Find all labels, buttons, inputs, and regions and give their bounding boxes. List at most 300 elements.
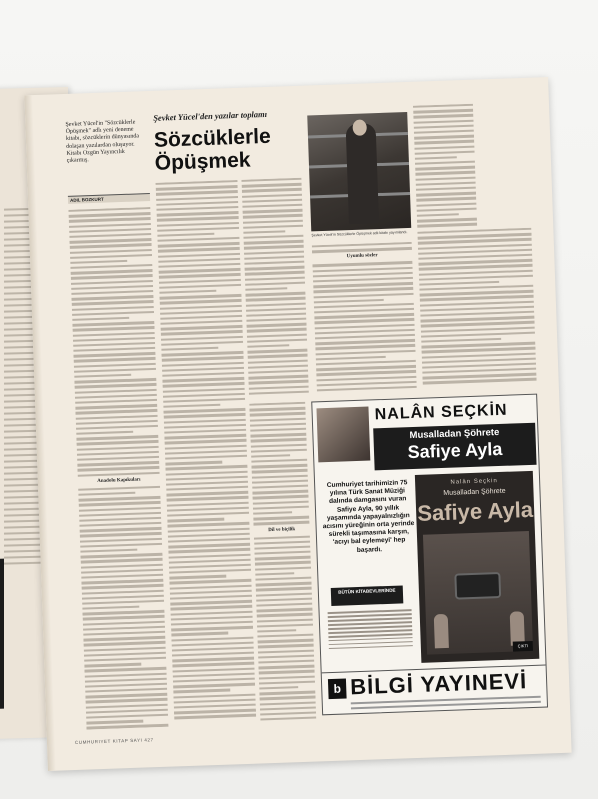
text-line: [81, 569, 163, 574]
text-line: [419, 281, 499, 286]
text-line: [421, 338, 501, 343]
text-line: [78, 486, 160, 491]
text-line: [173, 683, 255, 688]
text-line: [156, 201, 238, 206]
text-line: [417, 218, 477, 222]
text-line: [416, 197, 476, 201]
text-line: [82, 610, 164, 615]
text-line: [416, 202, 476, 206]
text-line: [159, 278, 241, 283]
text-line: [173, 672, 255, 677]
text-line: [165, 461, 222, 465]
text-line: [69, 228, 151, 233]
text-line: [246, 318, 306, 322]
text-line: [158, 263, 240, 268]
text-line: [257, 618, 313, 622]
text-line: [257, 613, 313, 617]
article-column-3b: [249, 402, 316, 724]
text-line: [79, 522, 161, 527]
text-line: [75, 409, 157, 414]
text-line: [258, 644, 314, 648]
text-line: [254, 546, 310, 550]
text-line: [76, 435, 158, 440]
text-line: [81, 563, 163, 568]
text-line: [83, 620, 165, 625]
text-line: [70, 243, 152, 248]
text-line: [166, 475, 248, 480]
text-line: [243, 209, 303, 213]
text-line: [169, 579, 251, 584]
text-line: [160, 320, 242, 325]
text-line: [162, 377, 244, 382]
text-line: [254, 540, 310, 544]
text-line: [166, 481, 248, 486]
text-line: [80, 532, 162, 537]
text-line: [84, 641, 166, 646]
text-line: [72, 300, 154, 305]
ad-banner: [373, 423, 536, 471]
text-line: [76, 414, 158, 419]
text-line: [258, 660, 314, 664]
text-line: [80, 537, 162, 542]
text-line: [159, 294, 241, 299]
text-line: [84, 667, 166, 672]
text-line: [163, 408, 245, 413]
text-line: [165, 465, 247, 470]
text-line: [164, 413, 246, 418]
text-line: [77, 451, 159, 456]
text-line: [78, 492, 135, 496]
text-line: [80, 553, 162, 558]
text-line: [85, 693, 167, 698]
text-line: [168, 543, 250, 548]
text-line: [256, 603, 312, 607]
text-line: [70, 264, 152, 269]
text-line: [248, 364, 308, 368]
text-line: [83, 636, 165, 641]
text-line: [158, 247, 240, 252]
text-line: [158, 258, 240, 263]
text-line: [75, 394, 157, 399]
text-line: [84, 663, 141, 667]
text-line: [162, 372, 244, 377]
text-line: [81, 574, 163, 579]
text-line: [164, 418, 246, 423]
text-line: [414, 145, 474, 149]
text-line: [258, 665, 314, 669]
text-line: [173, 667, 255, 672]
text-line: [257, 629, 296, 633]
text-line: [80, 543, 162, 548]
text-line: [259, 691, 315, 695]
article-headline: Sözcüklerle Öpüşmek: [153, 124, 272, 175]
text-line: [157, 233, 214, 237]
text-line: [253, 521, 309, 525]
text-line: [244, 240, 304, 244]
text-line: [75, 399, 157, 404]
text-line: [171, 615, 253, 620]
text-line: [82, 589, 164, 594]
previous-page-photo: [0, 559, 4, 709]
text-line: [255, 572, 294, 576]
text-line: [255, 556, 311, 560]
text-line: [167, 496, 249, 501]
text-line: [242, 198, 302, 202]
text-line: [258, 639, 314, 643]
text-line: [417, 223, 477, 227]
text-line: [86, 720, 143, 724]
text-line: [259, 686, 298, 690]
text-line: [243, 235, 303, 239]
article-column-2: [155, 180, 256, 727]
text-line: [70, 248, 152, 253]
text-line: [82, 594, 164, 599]
text-line: [247, 338, 307, 342]
text-line: [255, 566, 311, 570]
text-line: [173, 689, 230, 693]
text-line: [174, 704, 256, 709]
text-line: [260, 701, 316, 705]
text-line: [81, 558, 163, 563]
text-line: [69, 223, 151, 228]
ad-banner-title: Safiye Ayla: [407, 438, 503, 463]
text-line: [417, 207, 477, 211]
text-line: [159, 273, 241, 278]
text-line: [243, 219, 303, 223]
text-line: [157, 237, 239, 242]
text-line: [247, 349, 307, 353]
text-line: [161, 330, 243, 335]
text-line: [81, 579, 163, 584]
text-line: [245, 292, 305, 296]
text-line: [250, 412, 306, 416]
text-line: [260, 722, 316, 724]
article-intro: Şevket Yücel'in "Sözcüklerle Öpüşmek" adlı yeni deneme kitabı, sözcüklerin dünyasında dolaşan yazılardan oluşuyor. Kitabı Ozgün Yayıncılık çıkarmış.: [65, 119, 140, 164]
book-advertisement: [311, 394, 548, 716]
text-line: [77, 461, 159, 466]
text-line: [260, 711, 316, 715]
text-line: [246, 297, 306, 301]
text-line: [414, 135, 474, 139]
text-line: [244, 245, 304, 249]
text-line: [165, 450, 247, 455]
text-line: [71, 290, 153, 295]
text-line: [73, 347, 155, 352]
text-line: [253, 505, 309, 509]
text-line: [86, 709, 168, 714]
text-line: [244, 261, 304, 265]
text-line: [74, 357, 156, 362]
text-line: [160, 304, 242, 309]
text-line: [168, 532, 250, 537]
text-line: [415, 166, 475, 170]
text-line: [167, 507, 249, 512]
text-line: [159, 290, 216, 294]
text-line: [157, 221, 239, 226]
text-line: [158, 253, 240, 258]
text-line: [69, 217, 151, 222]
text-line: [247, 323, 307, 327]
text-line: [168, 538, 250, 543]
text-line: [161, 325, 243, 330]
text-line: [252, 485, 308, 489]
text-line: [258, 654, 314, 658]
text-line: [251, 454, 290, 458]
text-line: [170, 605, 252, 610]
text-line: [85, 688, 167, 693]
text-line: [161, 335, 243, 340]
text-line: [316, 356, 386, 361]
text-line: [68, 207, 150, 212]
text-line: [414, 130, 474, 134]
text-line: [256, 608, 312, 612]
text-line: [169, 564, 251, 569]
text-line: [156, 190, 238, 195]
text-line: [156, 185, 238, 190]
text-line: [243, 224, 303, 228]
author-photo: [307, 112, 411, 231]
text-line: [72, 306, 154, 311]
text-line: [258, 649, 314, 653]
text-line: [75, 388, 157, 393]
text-line: [162, 361, 244, 366]
text-line: [172, 662, 254, 667]
text-line: [244, 255, 304, 259]
text-line: [74, 378, 156, 383]
text-line: [71, 269, 153, 274]
text-line: [173, 693, 255, 698]
article-column-6: [417, 228, 537, 392]
text-line: [72, 311, 154, 316]
section-subhead: Dil ve biçilik: [268, 526, 296, 533]
text-line: [242, 204, 302, 208]
text-line: [74, 374, 131, 378]
text-line: [86, 698, 168, 703]
radio-image: [454, 572, 501, 600]
text-line: [259, 680, 315, 684]
text-line: [247, 344, 289, 348]
text-line: [242, 183, 302, 187]
text-line: [259, 670, 315, 674]
text-line: [170, 584, 252, 589]
publisher-logo-icon: b: [328, 678, 347, 699]
text-line: [174, 698, 256, 703]
text-line: [165, 444, 247, 449]
photo-caption: Şevket Yücel'in Sözcüklerle Öpüşmek adlı kitabı yayımlandı.: [311, 230, 408, 238]
text-line: [167, 522, 249, 527]
text-line: [172, 657, 254, 662]
text-line: [77, 440, 159, 445]
text-line: [162, 367, 244, 372]
text-line: [169, 558, 251, 563]
text-line: [252, 469, 308, 473]
text-line: [415, 150, 475, 154]
text-line: [76, 420, 158, 425]
text-line: [79, 512, 161, 517]
text-line: [250, 422, 306, 426]
text-line: [86, 714, 168, 719]
text-line: [245, 276, 305, 280]
text-line: [84, 657, 166, 662]
text-line: [246, 302, 306, 306]
text-line: [169, 575, 226, 579]
article-column-1: [68, 207, 168, 730]
magazine-page: [24, 77, 571, 771]
text-line: [69, 238, 151, 243]
text-line: [169, 569, 251, 574]
text-line: [317, 386, 417, 392]
section-subhead: Anadolu Kapıkuları: [97, 477, 141, 484]
text-line: [314, 299, 384, 304]
text-line: [416, 187, 476, 191]
text-line: [250, 433, 306, 437]
text-line: [250, 428, 306, 432]
text-line: [413, 109, 473, 113]
ad-store-label: BÜTÜN KİTABEVLERİNDE: [331, 585, 404, 606]
text-line: [157, 211, 239, 216]
text-line: [164, 424, 246, 429]
text-line: [70, 254, 152, 259]
text-line: [85, 677, 167, 682]
text-line: [260, 706, 316, 710]
text-line: [155, 180, 237, 185]
text-line: [79, 501, 161, 506]
text-line: [256, 587, 312, 591]
text-line: [77, 446, 159, 451]
page-footer: CUMHURIYET KITAP SAYI 427: [74, 737, 154, 745]
text-line: [72, 317, 129, 321]
article-kicker: Şevket Yücel'den yazılar toplamı: [153, 108, 268, 123]
text-line: [423, 378, 537, 384]
text-line: [245, 287, 287, 291]
text-line: [163, 404, 220, 408]
text-line: [156, 206, 238, 211]
text-line: [249, 402, 305, 406]
text-line: [415, 161, 475, 165]
text-line: [163, 387, 245, 392]
article-column-5: [413, 104, 477, 232]
text-line: [74, 368, 156, 373]
cover-badge: ÇIKTI: [513, 641, 533, 652]
text-line: [314, 292, 414, 298]
text-line: [417, 213, 459, 217]
cover-illustration: [423, 531, 533, 655]
text-line: [415, 171, 475, 175]
ad-singer-name: NALÂN SEÇKİN: [374, 401, 508, 424]
text-line: [167, 518, 224, 522]
text-line: [82, 600, 164, 605]
text-line: [246, 307, 306, 311]
text-line: [78, 496, 160, 501]
text-line: [174, 709, 256, 714]
text-line: [245, 281, 305, 285]
text-line: [166, 470, 248, 475]
cover-author: Nalân Seçkin: [450, 478, 498, 486]
text-line: [162, 356, 244, 361]
ad-blurb: Cumhuriyet tarihimizin 75 yılına Türk Sanat Müziği dalında damgasını vuran Safiye Ayla, 90 yıllık yaşamında yapayalnızlığın acısını yüreğinin orta yerinde sürekli taşımasına karşın, 'acıyı bal eylemeyi' hep başardı.: [322, 479, 415, 554]
publisher-footer: [322, 665, 547, 715]
text-line: [75, 383, 157, 388]
text-line: [415, 156, 457, 160]
text-line: [83, 626, 165, 631]
text-line: [260, 696, 316, 700]
text-line: [71, 295, 153, 300]
cover-subtitle: Musalladan Şöhrete: [443, 487, 506, 497]
text-line: [253, 516, 309, 520]
text-line: [76, 425, 158, 430]
singer-portrait: [316, 407, 370, 463]
text-line: [254, 535, 310, 539]
text-line: [414, 119, 474, 123]
text-line: [174, 714, 256, 719]
text-line: [73, 326, 155, 331]
text-line: [251, 448, 307, 452]
text-line: [76, 431, 133, 435]
book-cover: [415, 471, 539, 663]
text-line: [160, 299, 242, 304]
text-line: [252, 490, 308, 494]
text-line: [69, 233, 151, 238]
text-line: [71, 285, 153, 290]
article-column-3: [241, 178, 309, 400]
text-line: [80, 527, 162, 532]
text-line: [251, 459, 307, 463]
text-line: [161, 347, 218, 351]
text-line: [79, 517, 161, 522]
text-line: [251, 464, 307, 468]
text-line: [256, 597, 312, 601]
text-line: [249, 407, 305, 411]
text-line: [256, 592, 312, 596]
text-line: [243, 230, 285, 234]
text-line: [75, 404, 157, 409]
text-line: [416, 192, 476, 196]
text-line: [169, 553, 251, 558]
text-line: [247, 333, 307, 337]
text-line: [251, 438, 307, 442]
text-line: [79, 506, 161, 511]
text-line: [243, 214, 303, 218]
text-line: [421, 331, 535, 337]
text-line: [159, 268, 241, 273]
text-line: [74, 363, 156, 368]
ad-banner-subtitle: Musalladan Şöhrete: [409, 426, 500, 442]
text-line: [245, 271, 305, 275]
text-line: [73, 352, 155, 357]
text-line: [244, 250, 304, 254]
text-line: [252, 474, 308, 478]
text-line: [77, 456, 159, 461]
text-line: [171, 632, 228, 636]
text-line: [170, 590, 252, 595]
text-line: [241, 178, 301, 182]
text-line: [255, 561, 311, 565]
text-line: [416, 181, 476, 185]
text-line: [163, 382, 245, 387]
text-line: [161, 351, 243, 356]
cover-title: Safiye Ayla: [416, 496, 534, 526]
text-line: [72, 321, 154, 326]
text-line: [170, 595, 252, 600]
text-line: [71, 280, 153, 285]
publisher-name: BİLGİ YAYINEVİ: [349, 668, 528, 700]
text-line: [83, 615, 165, 620]
text-line: [257, 623, 313, 627]
text-line: [249, 390, 309, 394]
text-line: [253, 511, 292, 515]
text-line: [71, 274, 153, 279]
text-line: [77, 466, 159, 471]
